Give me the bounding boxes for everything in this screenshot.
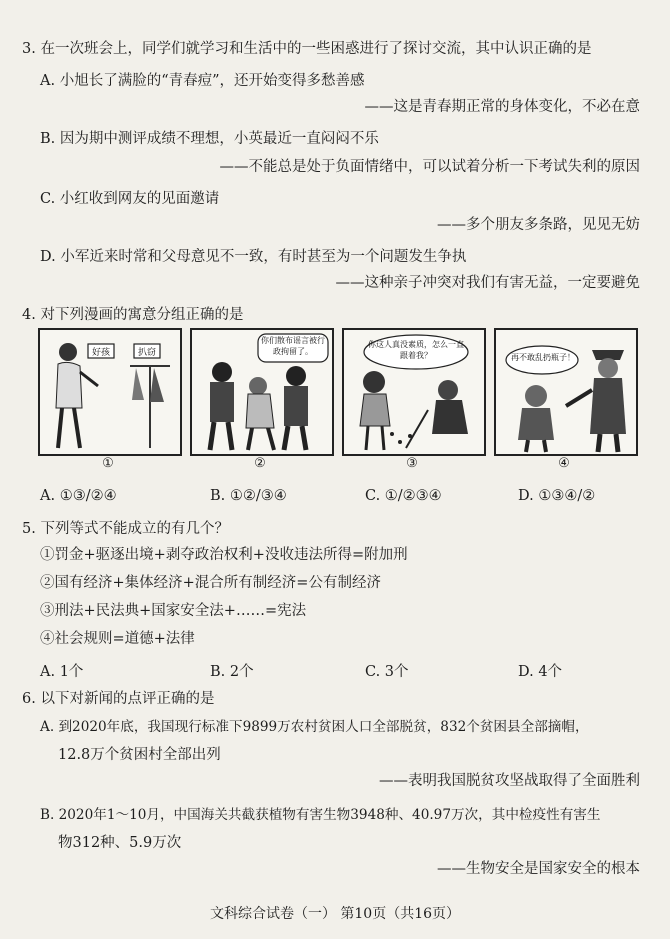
q5-stem: 5. 下列等式不能成立的有几个？: [22, 521, 229, 537]
cartoon-4-bubble: 再不敢乱扔瓶子！: [511, 353, 575, 362]
cartoon-row: [38, 328, 650, 474]
q4-option-c: C. ①/②③④: [365, 488, 442, 504]
q5-option-c: C. 3个: [365, 664, 409, 680]
q5-item-1: ①罚金+驱逐出境+剥夺政治权利+没收违法所得=附加刑: [40, 547, 408, 563]
cartoon-3-bubble: 你这人真没素质，怎么一直跟着我？: [368, 340, 464, 360]
cartoon-3-drawing: [344, 330, 484, 454]
q6-option-b-comment: ——生物安全是国家安全的根本: [437, 861, 640, 877]
cartoon-4-number: ④: [558, 456, 570, 471]
q5-option-b: B. 2个: [210, 664, 254, 680]
cartoon-1-sign-2: 扒窃: [137, 348, 157, 358]
page-footer: 文科综合试卷（一） 第10页（共16页）: [209, 906, 461, 922]
q6-option-b-line1: B. 2020年1～10月，中国海关共截获植物有害生物3948种、40.97万次，其中检疫性有害生: [40, 807, 601, 823]
q3-option-c: C. 小红收到网友的见面邀请: [40, 191, 220, 207]
cartoon-2: [190, 328, 334, 456]
cartoon-3-number: ③: [406, 456, 418, 471]
cartoon-2-bubble: 你们散布谣言被行政拘留了。: [261, 336, 325, 356]
q6-option-b-line2: 物312种、5.9万次: [58, 835, 182, 851]
q3-option-d: D. 小军近来时常和父母意见不一致，有时甚至为一个问题发生争执: [40, 249, 467, 265]
q3-option-a: A. 小旭长了满脸的“青春痘”，还开始变得多愁善感: [40, 73, 365, 89]
q6-stem: 6. 以下对新闻的点评正确的是: [22, 691, 215, 707]
q3-option-a-comment: ——这是青春期正常的身体变化，不必在意: [364, 99, 640, 115]
q5-item-4: ④社会规则=道德+法律: [40, 631, 195, 647]
cartoon-1: [38, 328, 182, 456]
q3-option-b-comment: ——不能总是处于负面情绪中，可以试着分析一下考试失利的原因: [219, 159, 640, 175]
q6-option-a-comment: ——表明我国脱贫攻坚战取得了全面胜利: [379, 773, 640, 789]
q4-option-a: A. ①③/②④: [40, 488, 117, 504]
q4-stem: 4. 对下列漫画的寓意分组正确的是: [22, 307, 244, 323]
q5-option-a: A. 1个: [40, 664, 84, 680]
cartoon-4-drawing: [496, 330, 636, 454]
cartoon-1-number: ①: [102, 456, 114, 471]
cartoon-1-sign-1: 好孩: [91, 348, 111, 358]
cartoon-2-drawing: [192, 330, 332, 454]
q3-option-c-comment: ——多个朋友多条路，见见无妨: [437, 217, 640, 233]
q3-option-d-comment: ——这种亲子冲突对我们有害无益，一定要避免: [335, 275, 640, 291]
q6-option-a-line2: 12.8万个贫困村全部出列: [58, 747, 221, 763]
cartoon-1-drawing: [40, 330, 180, 454]
q5-item-2: ②国有经济+集体经济+混合所有制经济=公有制经济: [40, 575, 381, 591]
cartoon-4: [494, 328, 638, 456]
cartoon-3: [342, 328, 486, 456]
q3-option-b: B. 因为期中测评成绩不理想，小英最近一直闷闷不乐: [40, 131, 379, 147]
q5-item-3: ③刑法+民法典+国家安全法+……=宪法: [40, 603, 307, 619]
q3-stem: 3. 在一次班会上，同学们就学习和生活中的一些困惑进行了探讨交流，其中认识正确的是: [22, 41, 592, 57]
q4-option-d: D. ①③④/②: [518, 488, 596, 504]
q6-option-a-line1: A. 到2020年底，我国现行标准下9899万农村贫困人口全部脱贫，832个贫困县全部摘帽，: [40, 719, 589, 735]
q4-option-b: B. ①②/③④: [210, 488, 287, 504]
cartoon-2-number: ②: [254, 456, 266, 471]
q5-option-d: D. 4个: [518, 664, 563, 680]
